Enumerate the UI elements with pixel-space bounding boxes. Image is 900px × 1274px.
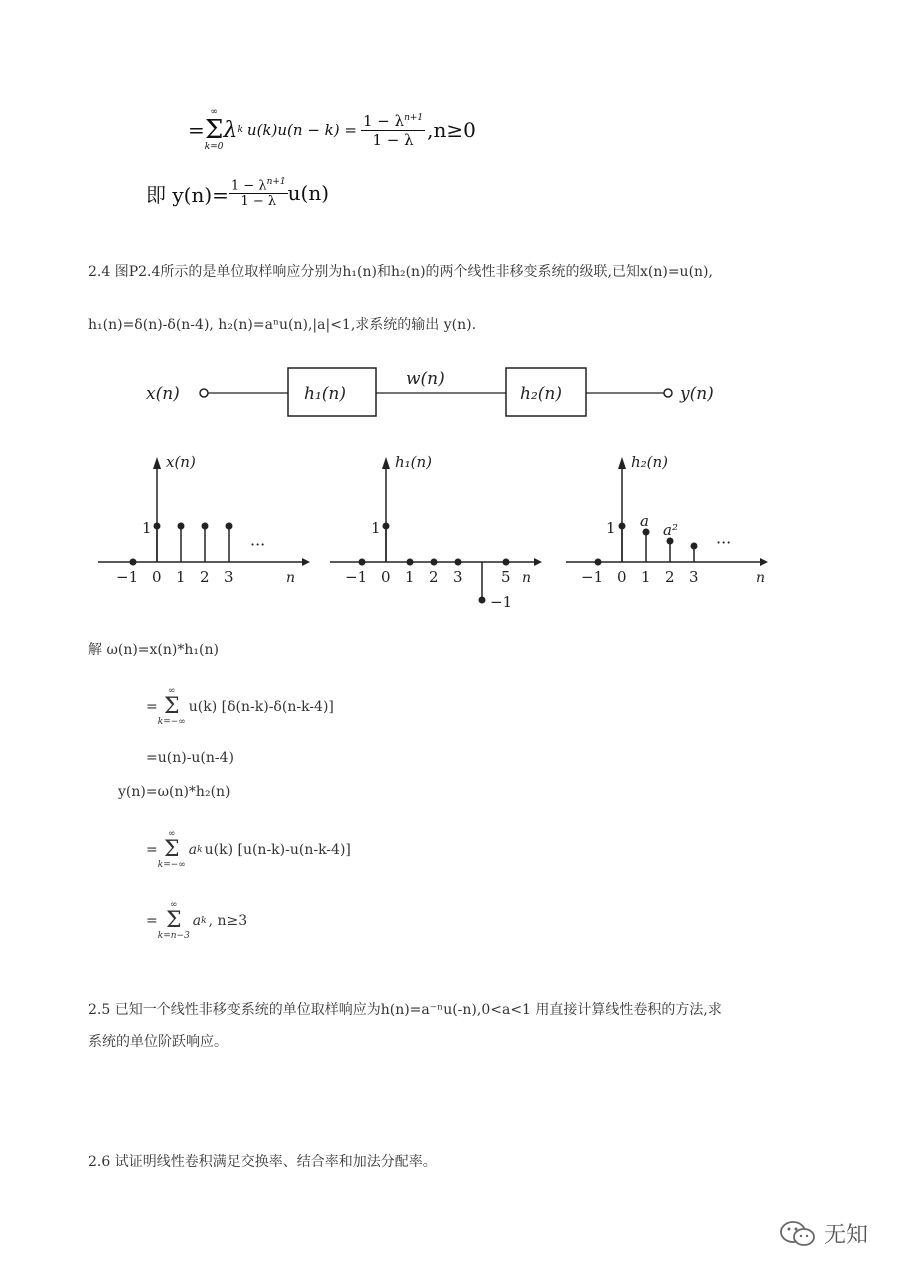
dot-1 (178, 523, 185, 530)
watermark (778, 1218, 868, 1249)
dot-0 (154, 523, 161, 530)
h2-x-axis-arrow (760, 558, 768, 566)
equation-y-result (146, 168, 329, 218)
plot-h2-a: a (640, 512, 649, 530)
h1-dot-3 (455, 559, 462, 566)
solution-sum3: = ∞ Σ k=n−3 a k , n≥3 (146, 900, 248, 941)
problem-2-5-line1: 2.5 已知一个线性非移变系统的单位取样响应为h(n)=a⁻ⁿu(-n),0<a<1 用直接计算线性卷积的方法,求 (88, 1002, 722, 1018)
output-terminal (664, 389, 672, 397)
sum2-tail: u(k) [u(n-k)-u(n-k-4)] (204, 842, 351, 858)
h2-tick-0: 0 (617, 568, 627, 585)
block-diagram (130, 362, 890, 422)
h1-dot-4 (479, 597, 486, 604)
x-axis-arrow (302, 558, 310, 566)
plot-h1-one: 1 (371, 519, 381, 537)
equation-sum-lambda: = ∞ Σ k=0 λ k u(k)u(n − k) = $\frac{1 - \lambda^{n+1}}{1 - \lambda}$ ,n≥0 (188, 107, 476, 152)
tick-neg1: −1 (116, 568, 139, 585)
h1-tick-5: 5 (501, 568, 511, 586)
h2-tick-1: 1 (641, 568, 651, 585)
h1-tick-0: 0 (381, 568, 391, 586)
solution-sum1: = ∞ Σ k=−∞ u(k) [δ(n-k)-δ(n-k-4)] (146, 686, 334, 727)
block-h2-label: h₂(n) (520, 384, 562, 404)
h1-dot-0 (383, 523, 390, 530)
h2-dot-neg1 (595, 559, 602, 566)
eq1-term-rest: u(k)u(n − k) = (246, 121, 357, 139)
wechat-logo-icon (778, 1219, 818, 1249)
h1-y-axis-arrow (382, 457, 390, 469)
tick-3: 3 (224, 568, 234, 585)
h1-neg-label: −1 (490, 593, 513, 611)
block-h1-label: h₁(n) (304, 384, 346, 404)
watermark-text: 无知 (824, 1223, 869, 1248)
eq2-fraction: $\frac{1 - \lambda^{n+1}}{1 - \lambda}$ (230, 176, 286, 210)
eq2-lead: 即 y(n)= (146, 182, 229, 207)
plot-h1 (322, 445, 542, 620)
plot-x (90, 445, 310, 585)
plot-h2-title: h₂(n) (631, 453, 669, 471)
sum-symbol-3: ∞ Σ k=n−3 (157, 900, 190, 941)
sum3-tail: , n≥3 (208, 913, 248, 929)
problem-2-4-line2: h₁(n)=δ(n)-δ(n-4), h₂(n)=aⁿu(n),|a|<1,求系统的输出 y(n). (88, 317, 477, 333)
solution-sum2: = ∞ Σ k=−∞ a k u(k) [u(n-k)-u(n-k-4)] (146, 829, 351, 870)
plot-x-title: x(n) (166, 453, 196, 471)
plot-h1-axis-label: n (522, 570, 532, 586)
problem-2-4-line1: 2.4 图P2.4所示的是单位取样响应分别为h₁(n)和h₂(n)的两个线性非移变系统的级联,已知x(n)=u(n), (88, 264, 713, 280)
h2-tick-neg1: −1 (581, 568, 604, 585)
h2-y-axis-arrow (618, 457, 626, 469)
sum-symbol: ∞ Σ k=0 (204, 107, 224, 152)
tick-0: 0 (152, 568, 162, 585)
h2-tick-3: 3 (689, 568, 699, 585)
problem-2-6-line1: 2.6 试证明线性卷积满足交换率、结合率和加法分配率。 (88, 1154, 437, 1170)
plot-h2-a2: a² (663, 521, 678, 539)
solution-line1: 解 ω(n)=x(n)*h₁(n) (88, 642, 219, 658)
dot-2 (202, 523, 209, 530)
plot-h1-title: h₁(n) (395, 453, 433, 471)
plot-x-one: 1 (142, 519, 152, 537)
dot-3 (226, 523, 233, 530)
eq1-lead: = (188, 118, 205, 142)
diagram-output-label: y(n) (680, 384, 714, 404)
sum-symbol-1: ∞ Σ k=−∞ (157, 686, 186, 727)
eq1-fraction: $\frac{1 - \lambda^{n+1}}{1 - \lambda}$ (362, 111, 424, 149)
h1-x-axis-arrow (534, 558, 542, 566)
h2-dot-3 (691, 543, 698, 550)
diagram-input-label: x(n) (146, 384, 180, 404)
eq1-term: λ (223, 117, 238, 143)
sum1-tail: u(k) [δ(n-k)-δ(n-k-4)] (188, 699, 334, 715)
dot-neg1 (130, 559, 137, 566)
diagram-middle-label: w(n) (406, 369, 445, 389)
sum-symbol-2: ∞ Σ k=−∞ (157, 829, 186, 870)
solution-line4: y(n)=ω(n)*h₂(n) (118, 784, 231, 800)
h1-tick-neg1: −1 (345, 568, 368, 586)
plot-h2-axis-label: n (756, 570, 766, 585)
h1-dot-5 (503, 559, 510, 566)
plot-h2-one: 1 (606, 519, 616, 537)
plot-x-dots: ··· (250, 535, 266, 554)
input-terminal (200, 389, 208, 397)
problem-2-5-line2: 系统的单位阶跃响应。 (88, 1034, 228, 1050)
h1-dot-neg1 (359, 559, 366, 566)
plot-x-axis-label: n (286, 570, 296, 585)
tick-1: 1 (176, 568, 186, 585)
plot-h2-dots: ··· (716, 533, 732, 552)
h1-tick-3: 3 (453, 568, 463, 586)
h1-tick-2: 2 (429, 568, 439, 586)
plot-h2 (560, 445, 780, 585)
h1-dot-1 (407, 559, 414, 566)
solution-line3: =u(n)-u(n-4) (146, 750, 235, 766)
h1-dot-2 (431, 559, 438, 566)
eq2-tail: u(n) (287, 181, 330, 205)
h2-dot-0 (619, 523, 626, 530)
y-axis-arrow (153, 457, 161, 469)
tick-2: 2 (200, 568, 210, 585)
eq1-cond: ,n≥0 (427, 118, 476, 142)
h1-tick-1: 1 (405, 568, 415, 586)
h2-tick-2: 2 (665, 568, 675, 585)
